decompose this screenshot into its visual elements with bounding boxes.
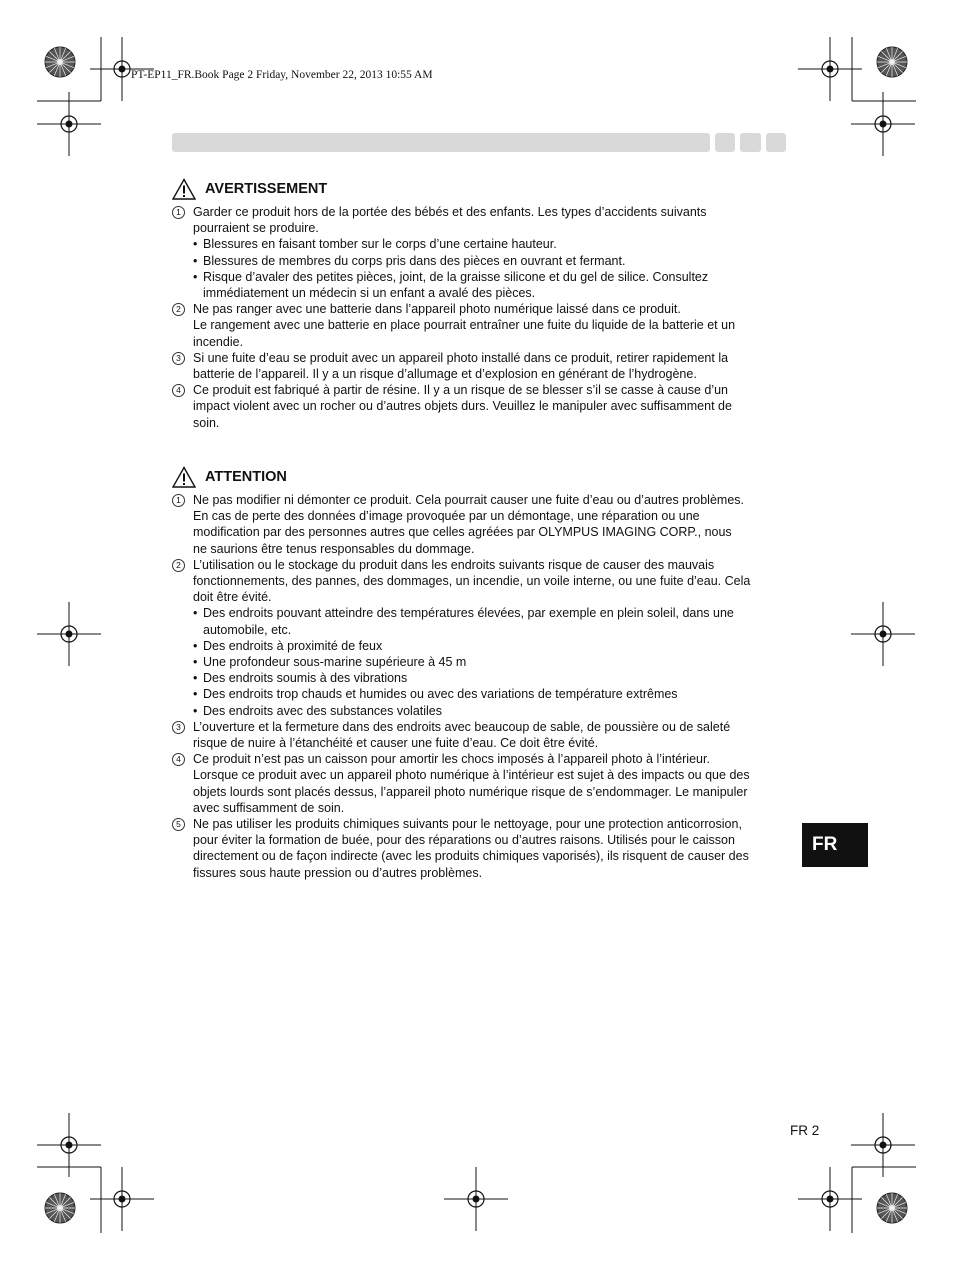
item-number: 2 bbox=[172, 559, 185, 572]
item-text-line: Le rangement avec une batterie en place pourrait entraîner une fuite du liquide de la batterie et un bbox=[193, 318, 736, 333]
caution-list bbox=[172, 492, 784, 881]
item-text-line: risque de nuire à l’étanchéité et causer une fuite d’eau. Ce doit être évité. bbox=[193, 736, 599, 751]
item-text-line: modification par des personnes autres que celles agréées par OLYMPUS IMAGING CORP., nous bbox=[193, 525, 732, 540]
warning-heading bbox=[172, 178, 327, 200]
item-text-line: ne saurions être tenus responsables du dommage. bbox=[193, 541, 475, 556]
caution-title: ATTENTION bbox=[205, 469, 287, 485]
header-bar-tab bbox=[740, 133, 761, 152]
item-number: 5 bbox=[172, 818, 185, 831]
item-text-line: batterie de l’appareil. Il y a un risque d’allumage et d’explosion en générant de l’hydrogène. bbox=[193, 367, 697, 382]
bullet-text-line: • Risque d’avaler des petites pièces, joint, de la graisse silicone et du gel de silice. Consultez bbox=[203, 269, 709, 284]
header-bar bbox=[172, 133, 710, 152]
numbered-item bbox=[172, 204, 784, 301]
item-text-line: directement ou de façon indirecte (avec les produits chimiques vaporisés), ils risquent de causer des bbox=[193, 849, 749, 864]
item-text-line: doit être évité. bbox=[193, 590, 272, 605]
item-text-line: avec suffisamment de soin. bbox=[193, 800, 345, 815]
item-text-line: incendie. bbox=[193, 334, 244, 349]
numbered-item bbox=[172, 301, 784, 350]
bullet-text-line: • Des endroits avec des substances volatiles bbox=[203, 703, 443, 718]
item-text-line: Si une fuite d’eau se produit avec un appareil photo installé dans ce produit, retirer rapidement la bbox=[193, 350, 729, 365]
language-tab: FR bbox=[802, 823, 868, 867]
bullet-item bbox=[193, 236, 784, 252]
numbered-item bbox=[172, 816, 784, 881]
item-text-line: Ne pas ranger avec une batterie dans l’appareil photo numérique laissé dans ce produit. bbox=[193, 302, 681, 317]
item-text-line: L’utilisation ou le stockage du produit dans les endroits suivants risque de causer des mauvais bbox=[193, 557, 715, 572]
bullet-text-line: • Blessures en faisant tomber sur le corps d’une certaine hauteur. bbox=[203, 237, 557, 252]
bullet-item bbox=[193, 686, 784, 702]
warning-list bbox=[172, 204, 784, 431]
warning-triangle-icon bbox=[172, 466, 196, 488]
bullet-text-line: • Des endroits trop chauds et humides ou avec des variations de température extrêmes bbox=[203, 687, 678, 702]
bullet-item bbox=[193, 638, 784, 654]
item-text-line: Ce produit n’est pas un caisson pour amortir les chocs imposés à l’appareil photo à l’intérieur. bbox=[193, 752, 710, 767]
print-header-info: PT-EP11_FR.Book Page 2 Friday, November 22, 2013 10:55 AM bbox=[131, 69, 433, 81]
numbered-item bbox=[172, 492, 784, 557]
item-number: 4 bbox=[172, 753, 185, 766]
item-text-line: Ne pas modifier ni démonter ce produit. Cela pourrait causer une fuite d’eau ou d’autres problèmes. bbox=[193, 493, 745, 507]
item-text-line: En cas de perte des données d’image provoquée par un démontage, une réparation ou une bbox=[193, 509, 700, 524]
numbered-item bbox=[172, 719, 784, 751]
bullet-item bbox=[193, 269, 784, 301]
bullet-text-line: immédiatement un médecin si un enfant a avalé des pièces. bbox=[203, 286, 536, 301]
item-text-line: Ce produit est fabriqué à partir de résine. Il y a un risque de se blesser s’il se casse à cause d’un bbox=[193, 383, 729, 398]
bullet-text-line: • Blessures de membres du corps pris dans des pièces en ouvrant et fermant. bbox=[203, 253, 626, 268]
item-text-line: fonctionnements, des pannes, des dommages, un incendie, un voile interne, ou une fuite d’eau. Cela bbox=[193, 574, 751, 589]
header-bar-tab bbox=[766, 133, 786, 152]
item-text-line: soin. bbox=[193, 415, 220, 430]
item-number: 1 bbox=[172, 206, 185, 219]
item-number: 2 bbox=[172, 303, 185, 316]
warning-title: AVERTISSEMENT bbox=[205, 181, 328, 197]
bullet-text-line: • Des endroits à proximité de feux bbox=[203, 638, 383, 653]
item-text-line: Lorsque ce produit avec un appareil photo numérique à l’intérieur est sujet à des impacts ou que des bbox=[193, 768, 750, 783]
item-text-line: pourraient se produire. bbox=[193, 221, 319, 236]
item-number: 4 bbox=[172, 384, 185, 397]
item-text-line: pour éviter la formation de buée, pour des réparations ou d’autres raisons. Utilisés pour le caisson bbox=[193, 833, 735, 848]
item-text-line: L’ouverture et la fermeture dans des endroits avec beaucoup de sable, de poussière ou de saleté bbox=[193, 719, 731, 734]
item-number: 3 bbox=[172, 352, 185, 365]
bullet-item bbox=[193, 654, 784, 670]
bullet-text-line: • Une profondeur sous-marine supérieure à 45 m bbox=[203, 655, 467, 670]
bullet-item bbox=[193, 703, 784, 719]
item-text-line: Garder ce produit hors de la portée des bébés et des enfants. Les types d’accidents suivants bbox=[193, 205, 707, 219]
caution-heading bbox=[172, 466, 287, 488]
item-text-line: Ne pas utiliser les produits chimiques suivants pour le nettoyage, pour une protection anticorrosion, bbox=[193, 817, 742, 832]
item-text-line: impact violent avec un rocher ou d’autres objets durs. Veuillez le manipuler avec suffisamment de bbox=[193, 399, 732, 414]
bullet-item bbox=[193, 605, 784, 637]
numbered-item bbox=[172, 557, 784, 719]
bullet-text-line: automobile, etc. bbox=[203, 622, 292, 637]
bullet-text-line: • Des endroits soumis à des vibrations bbox=[203, 671, 408, 686]
page-number: FR 2 bbox=[790, 1123, 820, 1138]
bullet-list bbox=[193, 605, 784, 718]
item-text-line: fissures sous haute pression ou d’autres problèmes. bbox=[193, 865, 483, 880]
warning-triangle-icon bbox=[172, 178, 196, 200]
bullet-text-line: • Des endroits pouvant atteindre des températures élevées, par exemple en plein soleil, dans une bbox=[203, 606, 734, 621]
bullet-item bbox=[193, 670, 784, 686]
bullet-list bbox=[193, 236, 784, 301]
item-number: 1 bbox=[172, 494, 185, 507]
bullet-item bbox=[193, 253, 784, 269]
item-number: 3 bbox=[172, 721, 185, 734]
numbered-item bbox=[172, 751, 784, 816]
item-text-line: objets lourds sont placés dessus, l’appareil photo numérique risque de s’endommager. Le manipuler bbox=[193, 784, 748, 799]
header-bar-tab bbox=[715, 133, 735, 152]
numbered-item bbox=[172, 382, 784, 431]
numbered-item bbox=[172, 350, 784, 382]
